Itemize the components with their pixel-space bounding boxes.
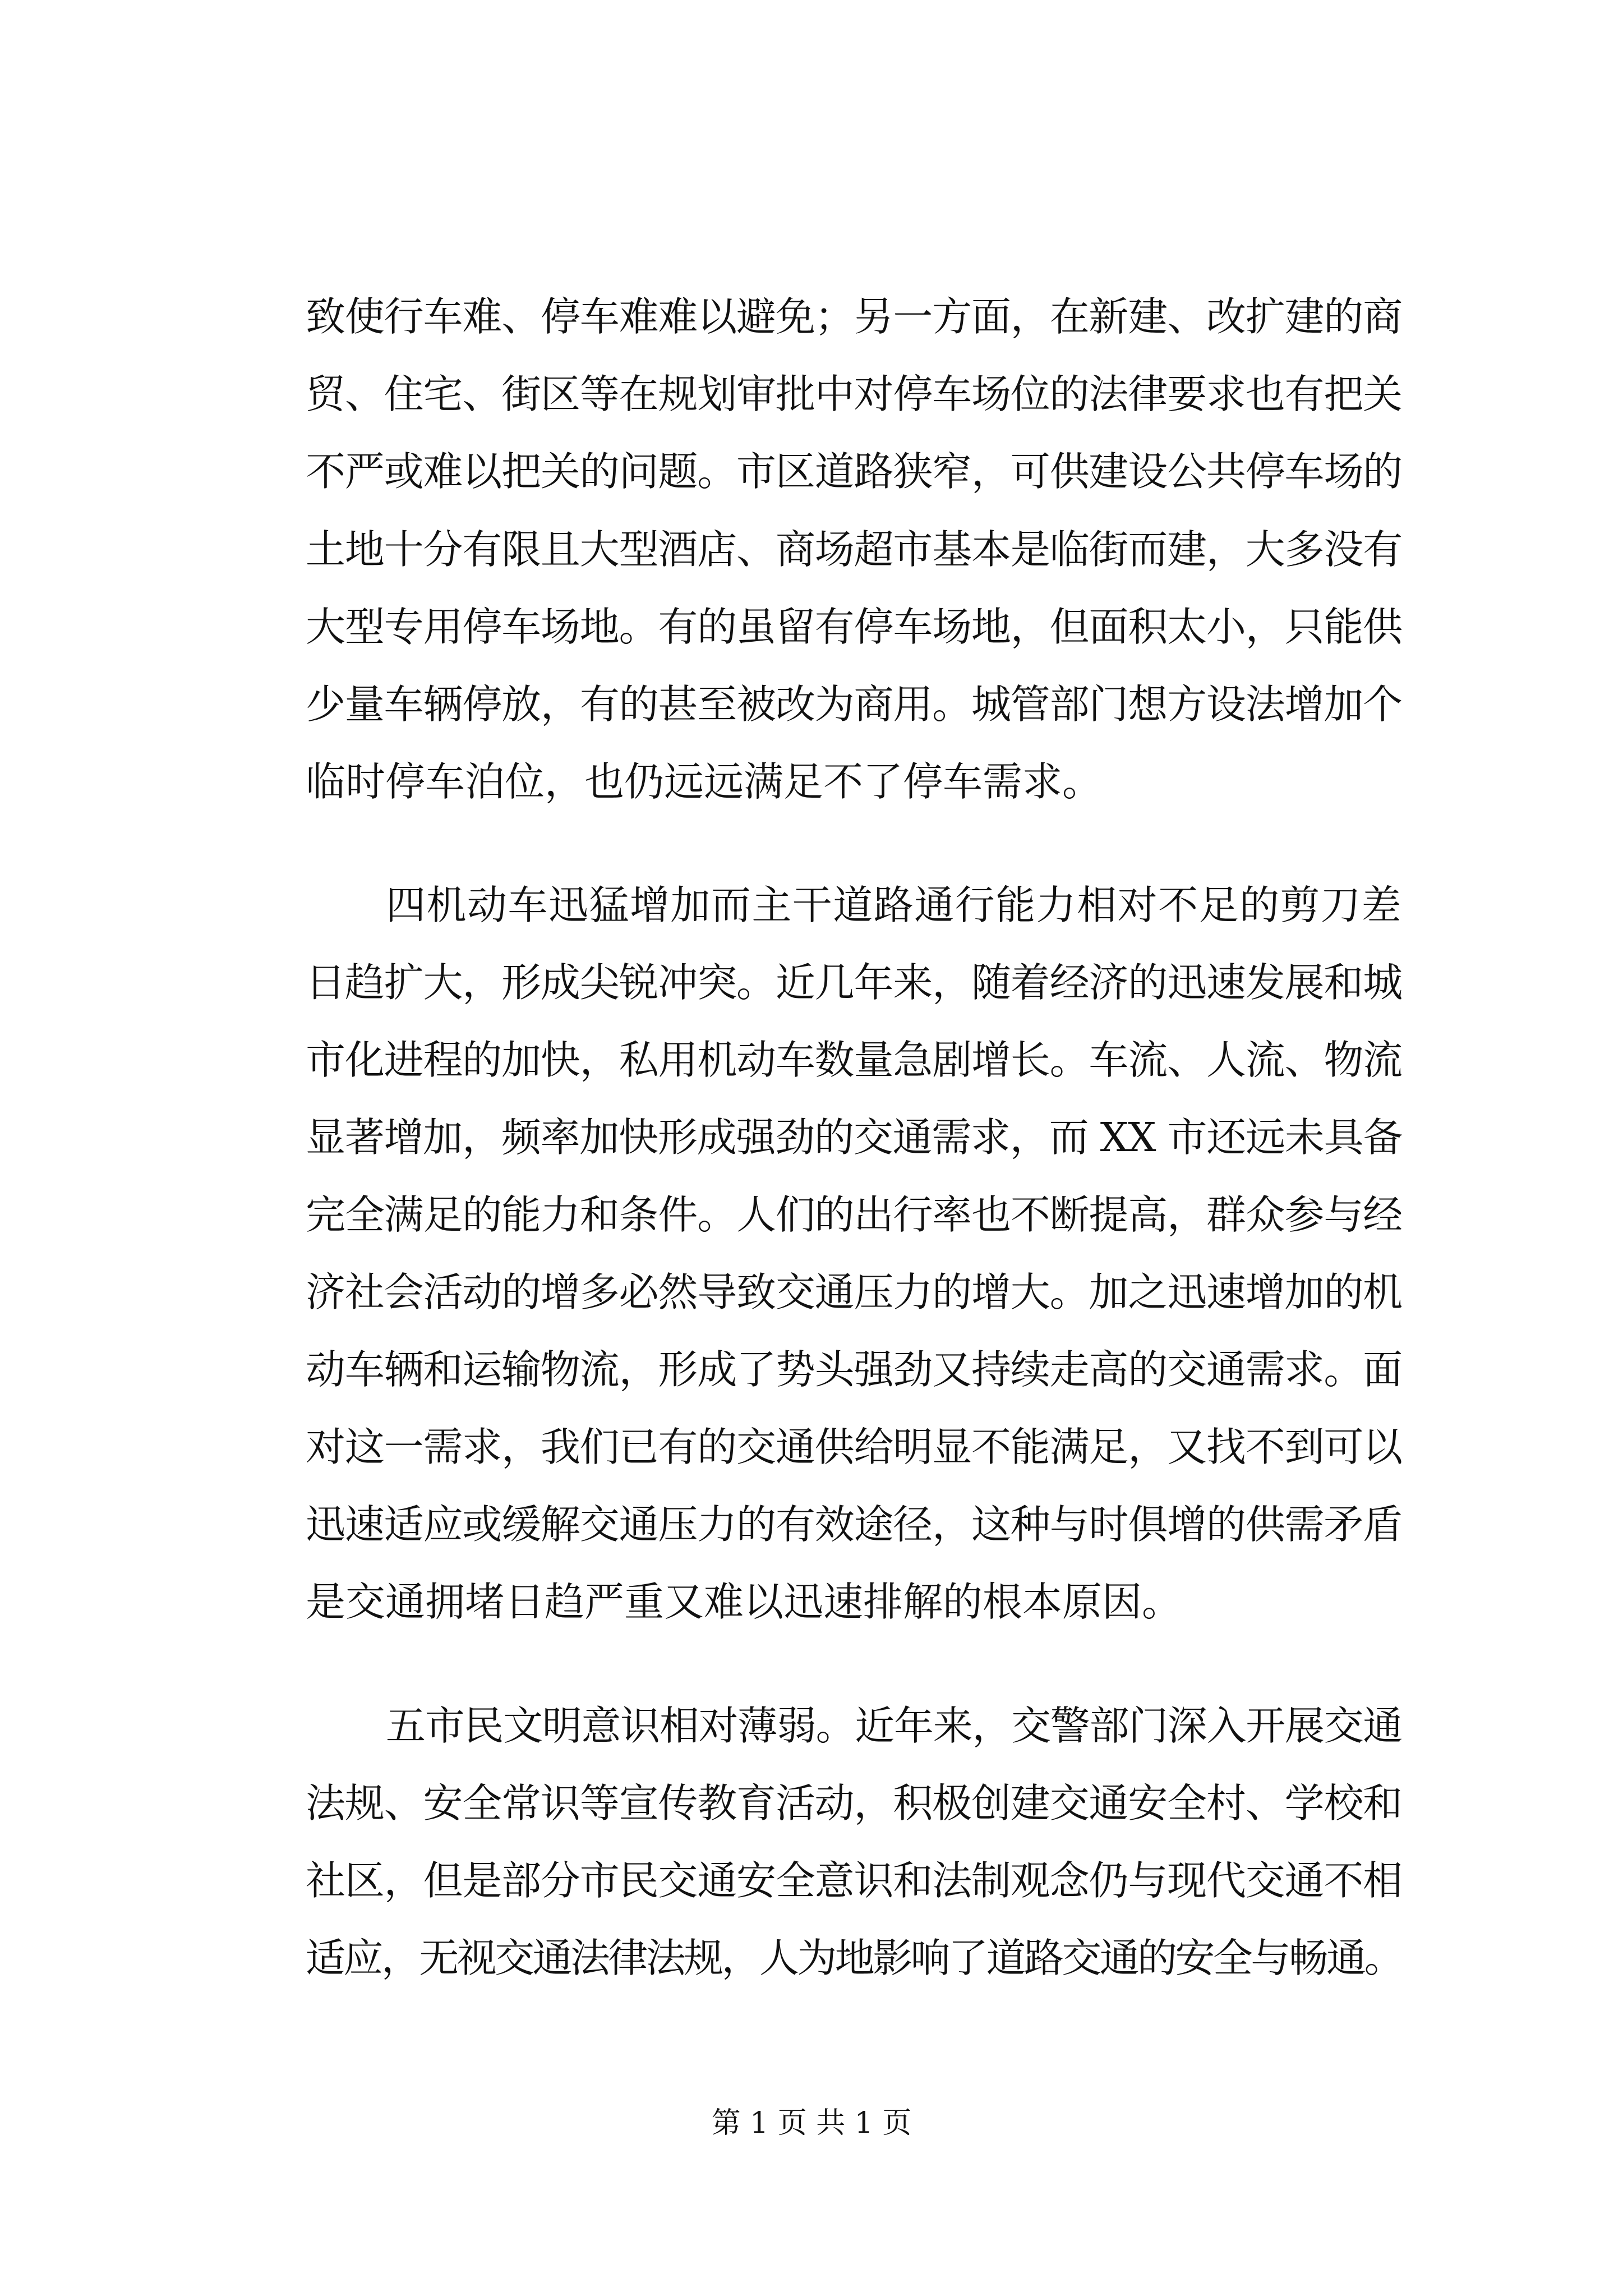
body-text-line: 动车辆和运输物流，形成了势头强劲又持续走高的交通需求。面 — [306, 1346, 1403, 1393]
paragraph-first-line: 五市民文明意识相对薄弱。近年来，交警部门深入开展交通 — [386, 1703, 1403, 1749]
page-footer: 第 1 页 共 1 页 — [711, 2106, 912, 2140]
body-text-line: 不严或难以把关的问题。市区道路狭窄，可供建设公共停车场的 — [306, 448, 1403, 495]
body-text-line: 大型专用停车场地。有的虽留有停车场地，但面积太小，只能供 — [306, 604, 1403, 650]
body-text-line: 济社会活动的增多必然导致交通压力的增大。加之迅速增加的机 — [306, 1269, 1403, 1315]
body-text-line: 法规、安全常识等宣传教育活动，积极创建交通安全村、学校和 — [306, 1780, 1403, 1826]
body-text-line: 土地十分有限且大型酒店、商场超市基本是临街而建，大多没有 — [306, 526, 1403, 573]
body-text-line: 日趋扩大，形成尖锐冲突。近几年来，随着经济的迅速发展和城 — [306, 959, 1403, 1006]
body-text-line: 是交通拥堵日趋严重又难以迅速排解的根本原因。 — [306, 1579, 1182, 1625]
body-text-line: 少量车辆停放，有的甚至被改为商用。城管部门想方设法增加个 — [306, 681, 1403, 728]
body-text-line: 市化进程的加快，私用机动车数量急剧增长。车流、人流、物流 — [306, 1037, 1403, 1083]
body-text-line: 迅速适应或缓解交通压力的有效途径，这种与时俱增的供需矛盾 — [306, 1501, 1403, 1548]
body-text-line: 临时停车泊位，也仍远远满足不了停车需求。 — [306, 758, 1103, 805]
body-text-line: 贸、住宅、街区等在规划审批中对停车场位的法律要求也有把关 — [306, 371, 1403, 417]
body-text-line: 社区，但是部分市民交通安全意识和法制观念仍与现代交通不相 — [306, 1857, 1403, 1904]
body-text-line: 完全满足的能力和条件。人们的出行率也不断提高，群众参与经 — [306, 1191, 1403, 1238]
body-text-line: 适应，无视交通法律法规，人为地影响了道路交通的安全与畅通。 — [306, 1935, 1403, 1981]
body-text-line: 显著增加，频率加快形成强劲的交通需求，而 XX 市还远未具备 — [306, 1114, 1403, 1161]
paragraph-first-line: 四机动车迅猛增加而主干道路通行能力相对不足的剪刀差 — [386, 882, 1403, 928]
body-text-line: 致使行车难、停车难难以避免；另一方面，在新建、改扩建的商 — [306, 293, 1403, 340]
body-text-line: 对这一需求，我们已有的交通供给明显不能满足，又找不到可以 — [306, 1424, 1403, 1470]
